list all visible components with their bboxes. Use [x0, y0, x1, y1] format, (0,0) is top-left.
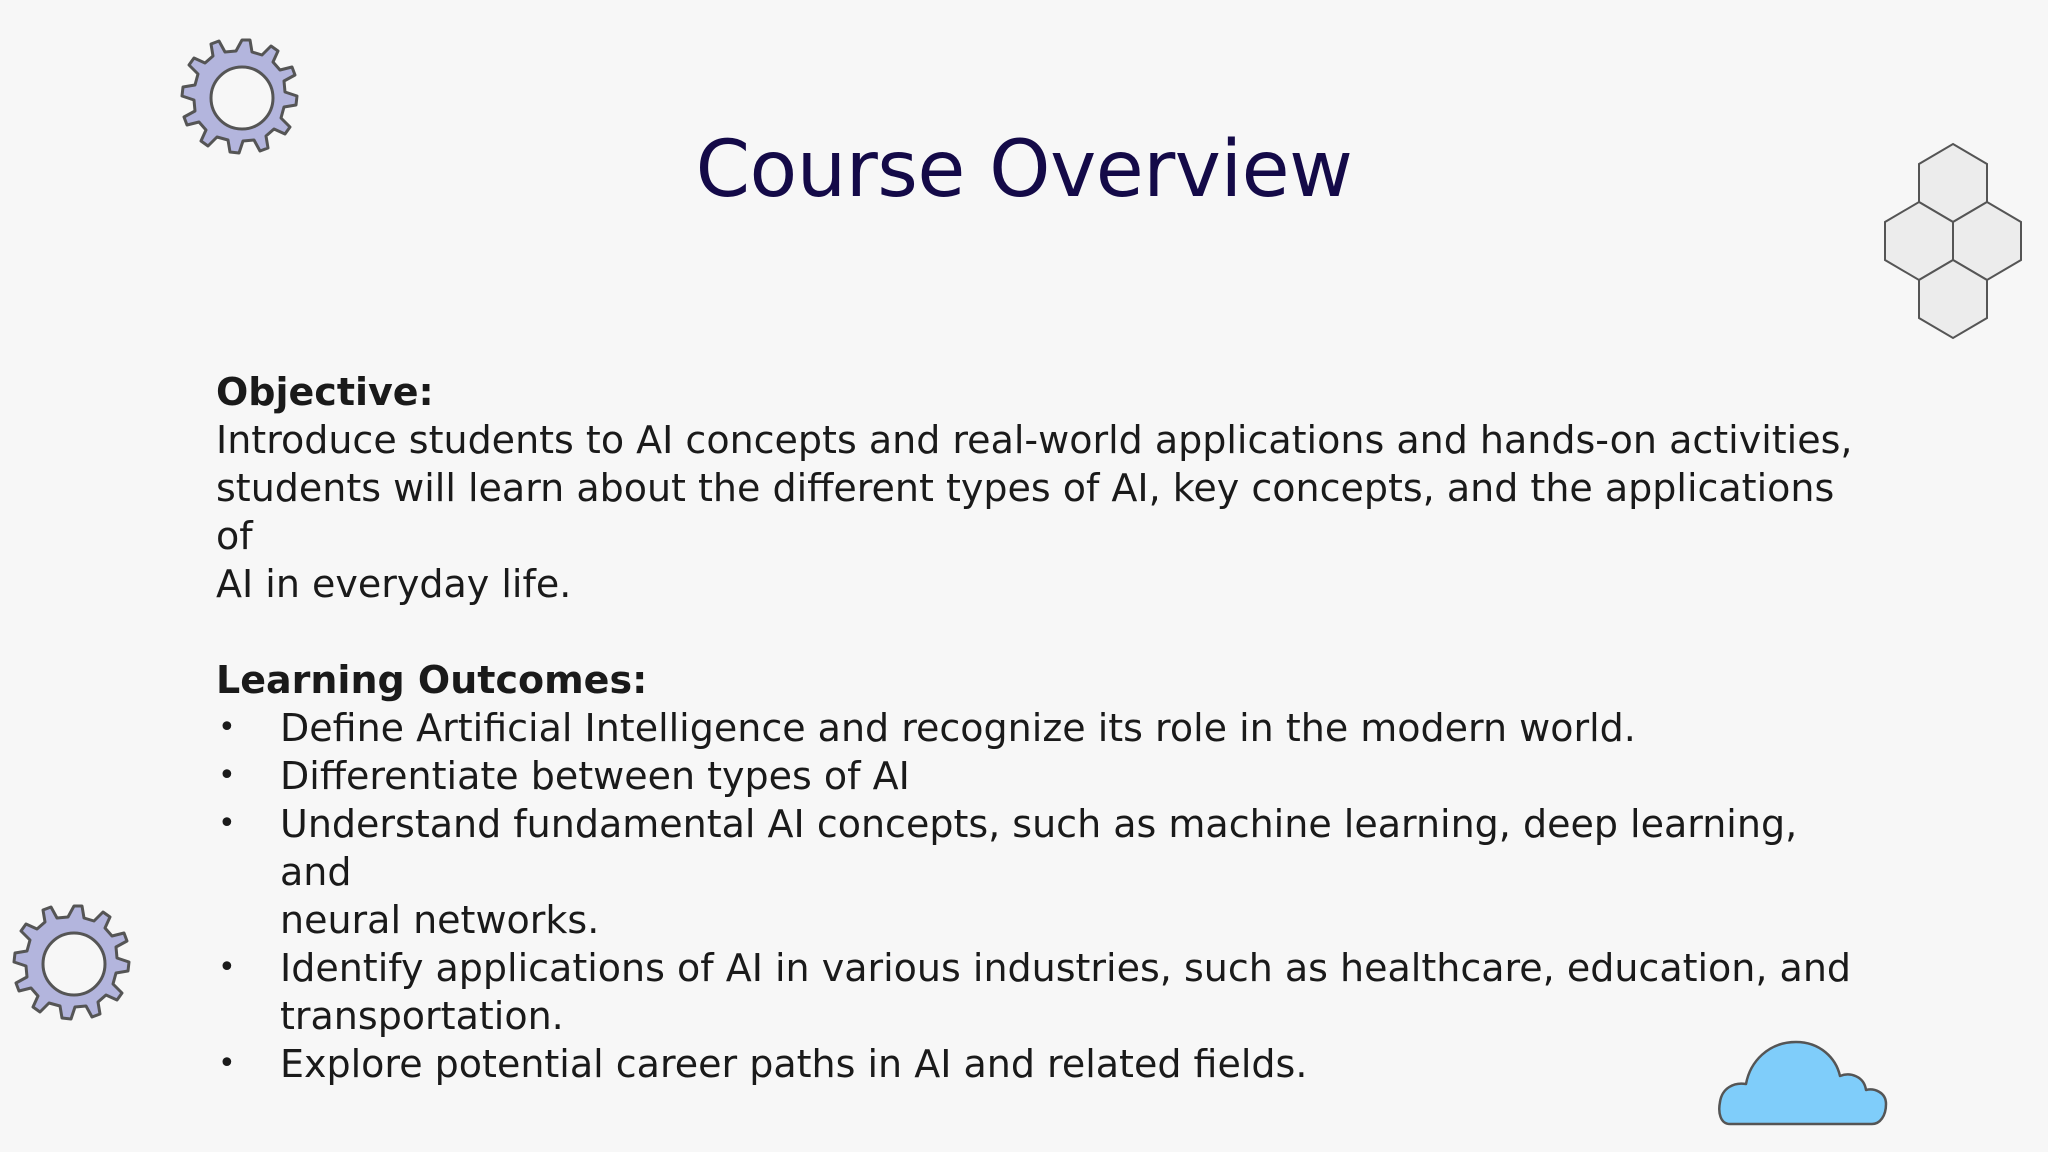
list-item-text: Understand fundamental AI concepts, such as machine learning, deep learning, and — [280, 802, 1798, 894]
outcomes-list — [216, 704, 1876, 1088]
list-item — [216, 944, 1876, 1040]
list-item-text: transportation. — [280, 994, 564, 1038]
list-item-text: Explore potential career paths in AI and related fields. — [280, 1042, 1308, 1086]
list-item — [216, 800, 1876, 944]
objective-line: AI in everyday life. — [216, 562, 572, 606]
bullet-icon: • — [218, 710, 236, 745]
list-item-text: Differentiate between types of AI — [280, 754, 910, 798]
slide-body — [216, 368, 1876, 1088]
gear-icon — [8, 900, 140, 1032]
objective-line: Introduce students to AI concepts and real-world applications and hands-on activities, — [216, 418, 1853, 462]
bullet-icon: • — [218, 806, 236, 841]
objective-heading: Objective: — [216, 370, 434, 414]
list-item — [216, 752, 1876, 800]
bullet-icon: • — [218, 950, 236, 985]
list-item-text: neural networks. — [280, 898, 600, 942]
bullet-icon: • — [218, 1046, 236, 1081]
objective-line: students will learn about the different types of AI, key concepts, and the applications of — [216, 466, 1835, 558]
bullet-icon: • — [218, 758, 236, 793]
outcomes-heading: Learning Outcomes: — [216, 658, 648, 702]
list-item — [216, 1040, 1876, 1088]
list-item-text: Define Artificial Intelligence and recognize its role in the modern world. — [280, 706, 1636, 750]
spacer — [216, 608, 1876, 656]
gear-hole — [43, 933, 105, 995]
list-item-text: Identify applications of AI in various industries, such as healthcare, education, and — [280, 946, 1852, 990]
gear-hole — [211, 67, 273, 129]
gear-shape — [14, 906, 129, 1019]
list-item — [216, 704, 1876, 752]
objective-text — [216, 416, 1876, 608]
slide-title: Course Overview — [695, 125, 1353, 215]
